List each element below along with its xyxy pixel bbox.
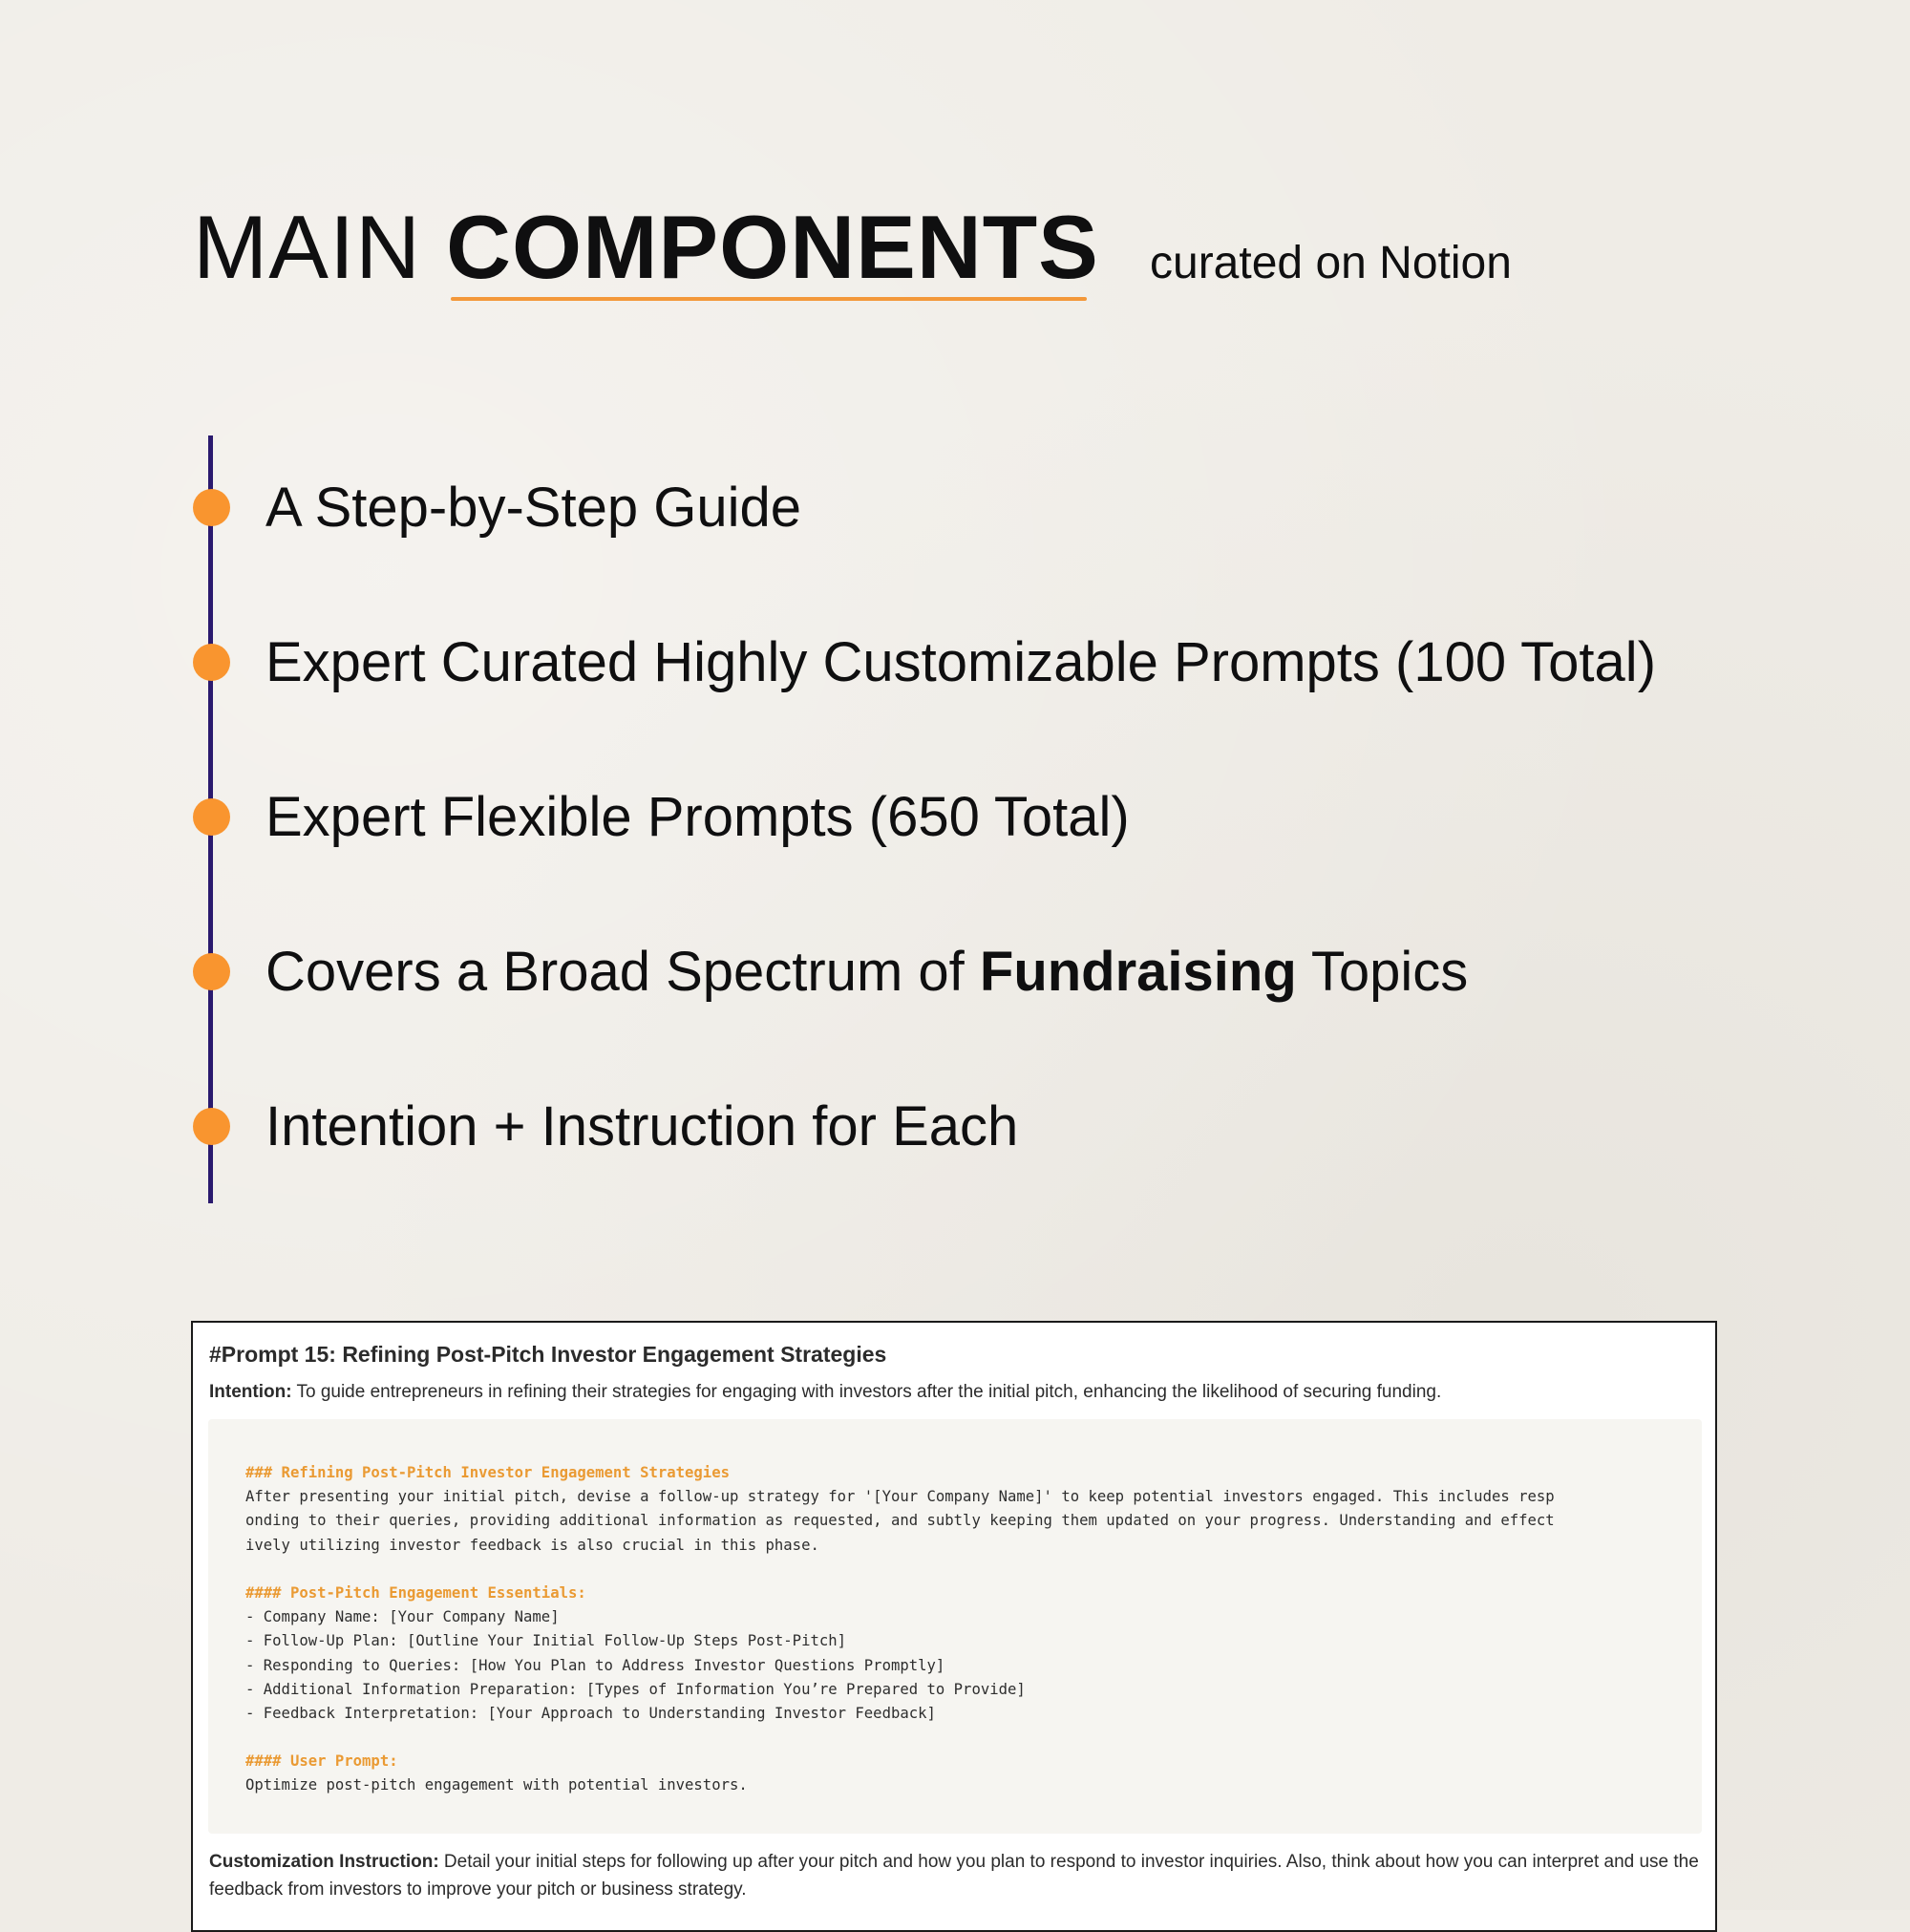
component-item (193, 779, 1816, 856)
page-subtitle: curated on Notion (1150, 238, 1512, 288)
code-heading: ### Refining Post-Pitch Investor Engagement Strategies (245, 1464, 730, 1481)
code-list-item: - Company Name: [Your Company Name] (245, 1608, 560, 1626)
customization-instruction (209, 1848, 1699, 1903)
code-list-item: - Additional Information Preparation: [Types of Information You’re Prepared to Provide] (245, 1680, 1026, 1698)
code-line: Optimize post-pitch engagement with potential investors. (245, 1776, 748, 1794)
page-title (193, 191, 1099, 304)
bullet-dot (193, 798, 230, 836)
component-item (193, 625, 1816, 701)
bullet-dot (193, 489, 230, 526)
bullet-dot (193, 1108, 230, 1145)
code-line: ively utilizing investor feedback is also crucial in this phase. (245, 1536, 819, 1554)
code-block[interactable] (208, 1419, 1702, 1834)
code-heading: #### User Prompt: (245, 1752, 398, 1771)
component-text: Expert Flexible Prompts (650 Total) (265, 786, 1130, 848)
component-text: A Step-by-Step Guide (265, 477, 801, 539)
code-blank-line (245, 1726, 1678, 1750)
code-content (245, 1461, 1678, 1798)
code-list-item: - Feedback Interpretation: [Your Approach to Understanding Investor Feedback] (245, 1704, 936, 1722)
component-text: Expert Curated Highly Customizable Prompts (100 Total) (265, 631, 1657, 693)
code-blank-line (245, 1558, 1678, 1582)
prompt-title: #Prompt 15: Refining Post-Pitch Investor Engagement Strategies (209, 1342, 887, 1367)
component-text-post: Topics (1296, 941, 1469, 1003)
customization-text: Detail your initial steps for following up after your pitch and how you plan to respond to investor inquiries. Also, think about how you can interpret and use the feedback from investors to improve your pitch or business strategy. (209, 1852, 1699, 1900)
title-light: MAIN (193, 197, 421, 297)
bullet-dot (193, 644, 230, 681)
code-list-item: - Follow-Up Plan: [Outline Your Initial Follow-Up Steps Post-Pitch] (245, 1632, 847, 1650)
component-text-bold: Fundraising (979, 941, 1297, 1003)
bullet-dot (193, 953, 230, 990)
component-text: Intention + Instruction for Each (265, 1095, 1019, 1157)
code-line: After presenting your initial pitch, devise a follow-up strategy for '[Your Company Name]' to keep potential investors engaged. This includes resp (245, 1488, 1555, 1506)
code-list-item: - Responding to Queries: [How You Plan to Address Investor Questions Promptly] (245, 1656, 945, 1674)
intention-label: Intention: (209, 1382, 292, 1402)
component-text (265, 936, 1468, 1008)
notion-prompt-card (191, 1321, 1717, 1932)
component-item (193, 1089, 1816, 1165)
title-bold: COMPONENTS (446, 197, 1099, 297)
component-item (193, 470, 1816, 546)
intention-text: To guide entrepreneurs in refining their strategies for engaging with investors after the initial pitch, enhancing the likelihood of securing funding. (291, 1382, 1442, 1402)
component-text-pre: Covers a Broad Spectrum of (265, 941, 980, 1003)
title-underline (451, 297, 1087, 301)
code-line: onding to their queries, providing additional information as requested, and subtly keeping them updated on your progress. Understanding and effect (245, 1512, 1555, 1530)
component-item (193, 934, 1816, 1010)
code-heading: #### Post-Pitch Engagement Essentials: (245, 1583, 586, 1602)
intention-line (209, 1382, 1441, 1403)
customization-label: Customization Instruction: (209, 1852, 439, 1872)
